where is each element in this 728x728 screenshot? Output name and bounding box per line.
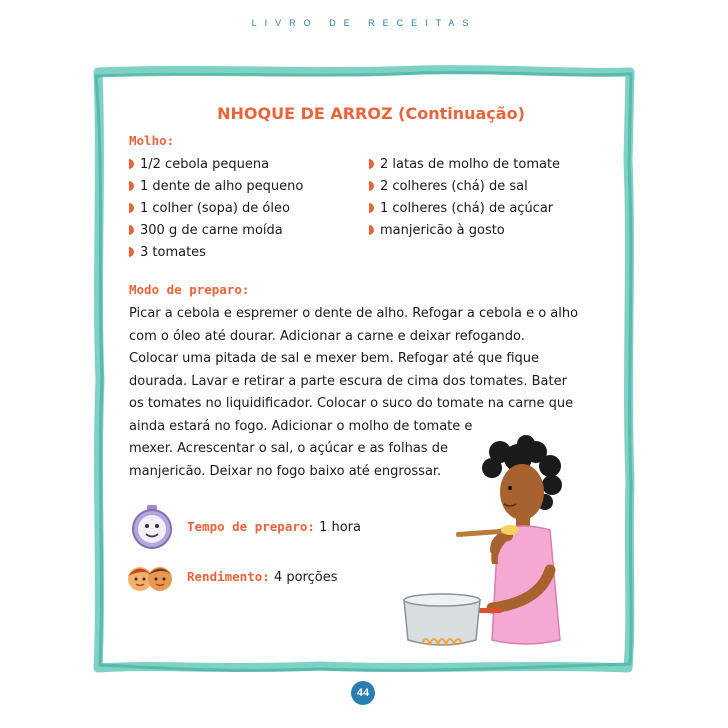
ingredient-item: 3 tomates [129,242,303,264]
yield-label: Rendimento: [187,569,270,584]
bullet-icon [129,159,134,169]
preparation-line: dourada. Lavar e retirar a parte escura de cima dos tomates. Bater [129,373,567,389]
preparation-line: Colocar uma pitada de sal e mexer bem. Refogar até que fique [129,351,540,366]
ingredient-item: 1/2 cebola pequena [129,154,303,176]
bullet-icon [129,247,134,257]
preparation-line: Picar a cebola e espremer o dente de alho. Refogar a cebola e o alho [129,306,579,321]
ingredient-item: manjericão à gosto [369,220,560,242]
prep-time-value: 1 hora [319,520,361,535]
yield-row [187,569,337,585]
ingredient-item: 1 colheres (chá) de açúcar [369,198,560,220]
clock-icon [128,503,176,551]
preparation-line: com o óleo até dourar. Adicionar a carne e deixar refogando. [129,328,525,344]
bullet-icon [369,159,374,169]
yield-value: 4 porções [273,570,338,585]
recipe-title: NHOQUE DE ARROZ (Continuação) [217,104,525,123]
ingredient-item: 2 colheres (chá) de sal [369,176,560,198]
ingredient-item: 1 dente de alho pequeno [129,176,303,198]
preparation-line: ainda estará no fogo. Adicionar o molho de tomate e [129,418,473,434]
girl-cooking-illustration [400,430,600,670]
bullet-icon [369,181,374,191]
ingredient-item: 300 g de carne moída [129,220,303,242]
preparo-label: Modo de preparo: [129,282,250,297]
ingredients-left-column [129,154,303,264]
ingredient-item: 2 latas de molho de tomate [369,154,560,176]
bullet-icon [369,225,374,235]
book-header: LIVRO DE RECEITAS [251,18,477,28]
preparation-line: mexer. Acrescentar o sal, o açúcar e as folhas de [129,441,448,456]
preparation-line: os tomates no liquidificador. Colocar o suco do tomate na carne que [129,396,574,411]
bullet-icon [129,225,134,235]
bullet-icon [129,203,134,213]
page-number-badge: 44 [351,681,375,705]
bullet-icon [129,181,134,191]
ingredient-item: 1 colher (sopa) de óleo [129,198,303,220]
bullet-icon [369,203,374,213]
prep-time-row [187,519,361,535]
ingredients-right-column [369,154,560,242]
molho-label: Molho: [129,133,175,148]
children-faces-icon [125,559,177,595]
preparation-line: manjericão. Deixar no fogo baixo até engrossar. [129,463,442,479]
prep-time-label: Tempo de preparo: [187,519,315,534]
